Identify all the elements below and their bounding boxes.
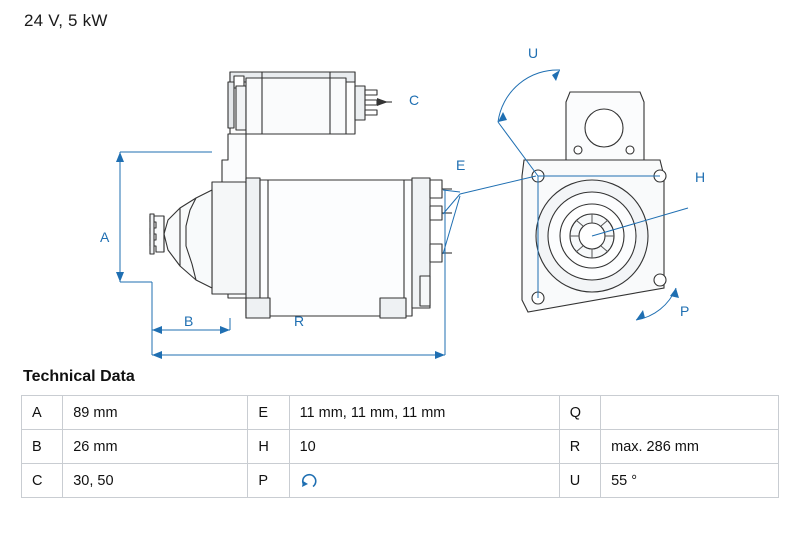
dimension-label-B: B [184,313,194,329]
cell-key-P: P [248,464,289,498]
cell-key-E: E [248,396,289,430]
cell-key-Q: Q [559,396,600,430]
cell-value-U: 55 ° [601,464,779,498]
technical-data-heading: Technical Data [23,368,135,385]
dimension-label-C: C [409,92,420,108]
dimension-label-P: P [680,303,690,319]
cell-value-C: 30, 50 [63,464,248,498]
cell-value-A: 89 mm [63,396,248,430]
cell-key-U: U [559,464,600,498]
table-row [22,430,779,464]
dimension-label-A: A [100,229,110,245]
cell-key-R: R [559,430,600,464]
rotation-clockwise-icon [300,472,320,490]
cell-value-E: 11 mm, 11 mm, 11 mm [289,396,559,430]
dimension-label-H: H [695,169,706,185]
cell-key-A: A [22,396,63,430]
cell-value-B: 26 mm [63,430,248,464]
cell-value-Q [601,396,779,430]
cell-value-P [289,464,559,498]
technical-data-table [21,395,779,498]
dimension-label-E: E [456,157,466,173]
cell-value-R: max. 286 mm [601,430,779,464]
page-title: 24 V, 5 kW [24,11,108,30]
cell-key-C: C [22,464,63,498]
dimension-label-U: U [528,45,539,61]
cell-key-H: H [248,430,289,464]
table-row [22,464,779,498]
table-row [22,396,779,430]
cell-value-H: 10 [289,430,559,464]
bottom-spacer [0,517,800,533]
dimension-label-R: R [294,313,305,329]
starter-motor-technical-drawing [0,30,800,360]
cell-key-B: B [22,430,63,464]
